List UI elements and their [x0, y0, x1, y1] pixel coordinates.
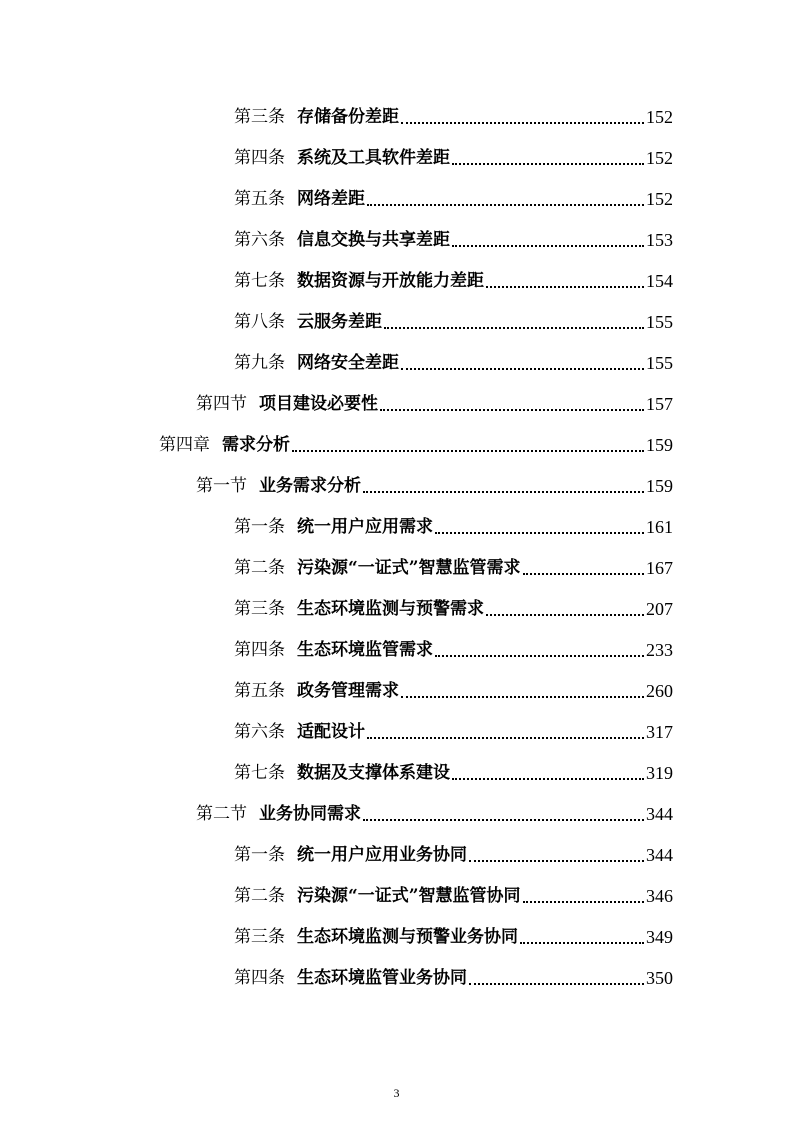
toc-leader-dots	[452, 229, 644, 247]
toc-entry-title: 政务管理需求	[297, 681, 399, 701]
toc-entry-section[interactable]	[196, 459, 673, 497]
toc-entry-page: 319	[646, 763, 673, 783]
toc-entry-title: 信息交换与共享差距	[297, 230, 450, 250]
toc-entry-page: 344	[646, 804, 673, 824]
toc-entry-page: 346	[646, 886, 673, 906]
toc-entry-title: 网络差距	[297, 189, 365, 209]
toc-entry-page: 154	[646, 271, 673, 291]
toc-entry-number: 第四节	[196, 394, 247, 414]
toc-leader-dots	[380, 393, 644, 411]
toc-entry-page: 233	[646, 640, 673, 660]
toc-entry-title: 数据及支撑体系建设	[297, 763, 450, 783]
toc-entry[interactable]	[234, 336, 673, 374]
toc-entry-title: 生态环境监管业务协同	[297, 968, 467, 988]
toc-entry[interactable]	[234, 910, 673, 948]
toc-leader-dots	[452, 762, 644, 780]
toc-entry-page: 157	[646, 394, 673, 414]
toc-entry[interactable]	[234, 131, 673, 169]
toc-entry-title: 存储备份差距	[297, 107, 399, 127]
toc-entry-title: 需求分析	[222, 435, 290, 455]
toc-entry-page: 155	[646, 353, 673, 373]
toc-entry-page: 159	[646, 476, 673, 496]
toc-entry-title: 项目建设必要性	[259, 394, 378, 414]
toc-entry-title: 污染源“一证式”智慧监管需求	[297, 558, 521, 578]
toc-entry-title: 云服务差距	[297, 312, 382, 332]
toc-entry-number: 第三条	[234, 107, 285, 127]
toc-entry[interactable]	[234, 90, 673, 128]
toc-entry-title: 生态环境监管需求	[297, 640, 433, 660]
toc-entry-number: 第五条	[234, 681, 285, 701]
toc-entry[interactable]	[234, 951, 673, 989]
toc-entry-page: 161	[646, 517, 673, 537]
toc-entry-number: 第一条	[234, 517, 285, 537]
toc-leader-dots	[469, 967, 644, 985]
toc-entry-title: 数据资源与开放能力差距	[297, 271, 484, 291]
toc-entry[interactable]	[234, 664, 673, 702]
toc-entry-number: 第七条	[234, 271, 285, 291]
toc-entry-page: 152	[646, 189, 673, 209]
toc-entry-title: 系统及工具软件差距	[297, 148, 450, 168]
toc-entry-page: 260	[646, 681, 673, 701]
toc-leader-dots	[469, 844, 644, 862]
toc-entry-page: 152	[646, 148, 673, 168]
toc-leader-dots	[435, 639, 644, 657]
toc-leader-dots	[401, 680, 644, 698]
toc-leader-dots	[292, 434, 644, 452]
toc-entry[interactable]	[234, 213, 673, 251]
toc-entry-number: 第二条	[234, 558, 285, 578]
toc-entry-number: 第二条	[234, 886, 285, 906]
toc-entry-page: 207	[646, 599, 673, 619]
toc-entry-title: 统一用户应用业务协同	[297, 845, 467, 865]
toc-entry-section[interactable]	[196, 377, 673, 415]
toc-entry[interactable]	[234, 705, 673, 743]
toc-entry-title: 统一用户应用需求	[297, 517, 433, 537]
toc-entry[interactable]	[234, 623, 673, 661]
toc-entry-page: 153	[646, 230, 673, 250]
toc-leader-dots	[523, 557, 644, 575]
toc-entry-title: 生态环境监测与预警业务协同	[297, 927, 518, 947]
toc-entry-page: 350	[646, 968, 673, 988]
toc-entry-title: 适配设计	[297, 722, 365, 742]
toc-entry[interactable]	[234, 582, 673, 620]
toc-entry-number: 第四条	[234, 968, 285, 988]
toc-entry-number: 第一条	[234, 845, 285, 865]
toc-entry-title: 污染源“一证式”智慧监管协同	[297, 886, 521, 906]
toc-entry-number: 第九条	[234, 353, 285, 373]
toc-entry-number: 第八条	[234, 312, 285, 332]
toc-entry-page: 159	[646, 435, 673, 455]
toc-entry-title: 业务协同需求	[259, 804, 361, 824]
toc-leader-dots	[486, 598, 644, 616]
toc-entry-page: 349	[646, 927, 673, 947]
toc-entry[interactable]	[234, 500, 673, 538]
toc-entry[interactable]	[234, 172, 673, 210]
toc-entry-number: 第三条	[234, 599, 285, 619]
toc-leader-dots	[401, 352, 644, 370]
toc-entry-page: 152	[646, 107, 673, 127]
toc-entry-number: 第四条	[234, 148, 285, 168]
toc-entry-page: 317	[646, 722, 673, 742]
toc-leader-dots	[367, 188, 644, 206]
toc-leader-dots	[452, 147, 644, 165]
toc-entry[interactable]	[234, 869, 673, 907]
toc-entry-number: 第四章	[159, 435, 210, 455]
toc-leader-dots	[523, 885, 644, 903]
toc-entry-number: 第四条	[234, 640, 285, 660]
toc-entry-number: 第七条	[234, 763, 285, 783]
toc-entry-page: 167	[646, 558, 673, 578]
toc-entry[interactable]	[234, 828, 673, 866]
toc-entry-title: 网络安全差距	[297, 353, 399, 373]
toc-leader-dots	[435, 516, 644, 534]
page-number: 3	[393, 1086, 400, 1100]
toc-entry-page: 344	[646, 845, 673, 865]
toc-leader-dots	[520, 926, 644, 944]
toc-leader-dots	[363, 475, 644, 493]
toc-entry-number: 第六条	[234, 722, 285, 742]
toc-entry-chapter[interactable]	[159, 418, 673, 456]
toc-entry-title: 生态环境监测与预警需求	[297, 599, 484, 619]
toc-entry-title: 业务需求分析	[259, 476, 361, 496]
toc-leader-dots	[401, 106, 644, 124]
toc-entry-page: 155	[646, 312, 673, 332]
toc-entry-number: 第二节	[196, 804, 247, 824]
toc-entry-number: 第五条	[234, 189, 285, 209]
toc-entry[interactable]	[234, 541, 673, 579]
toc-leader-dots	[363, 803, 644, 821]
toc-entry[interactable]	[234, 254, 673, 292]
toc-entry-section[interactable]	[196, 787, 673, 825]
toc-entry[interactable]	[234, 746, 673, 784]
toc-leader-dots	[384, 311, 644, 329]
toc-entry-number: 第一节	[196, 476, 247, 496]
toc-leader-dots	[486, 270, 644, 288]
toc-entry-number: 第六条	[234, 230, 285, 250]
toc-leader-dots	[367, 721, 644, 739]
toc-entry[interactable]	[234, 295, 673, 333]
toc-entry-number: 第三条	[234, 927, 285, 947]
